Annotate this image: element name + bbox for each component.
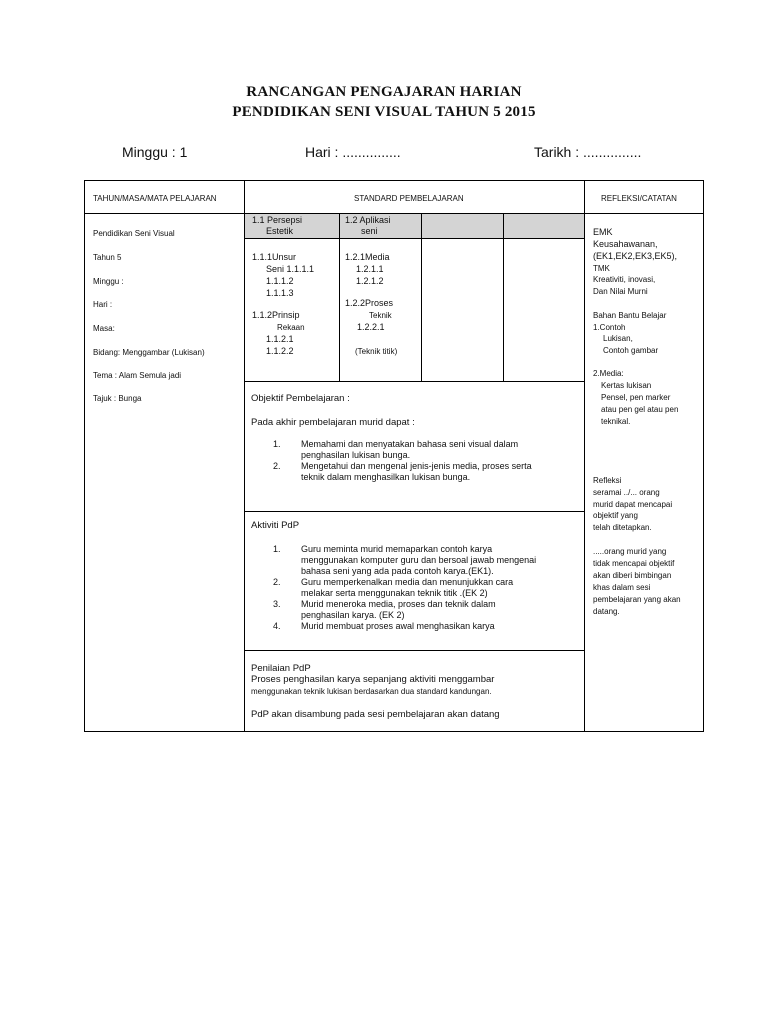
- standard-aplikasi-1: 1.2 Aplikasi: [345, 215, 391, 225]
- item-number: 3.: [273, 599, 281, 609]
- item-number: 1.: [273, 439, 281, 449]
- title-line-1: RANCANGAN PENGAJARAN HARIAN: [246, 84, 522, 100]
- refleksi-line: Keusahawanan,: [593, 239, 658, 249]
- standard-col-divider-2: [421, 238, 422, 381]
- item-line: menggunakan komputer guru dan bersoal jawab mengenai: [301, 555, 537, 565]
- penilaian-line-1: Proses penghasilan karya sepanjang aktiviti menggambar: [251, 674, 495, 685]
- penilaian-line-2: menggunakan teknik lukisan berdasarkan dua standard kandungan.: [251, 687, 492, 696]
- standard-aplikasi-2: seni: [361, 226, 378, 236]
- refleksi-line: Contoh gambar: [603, 346, 659, 355]
- refleksi-line: telah ditetapkan.: [593, 523, 652, 532]
- standard-col-divider-3: [503, 238, 504, 381]
- refleksi-line: murid dapat mencapai: [593, 500, 673, 509]
- column-divider-2: [584, 181, 585, 731]
- item-line: Mengetahui dan mengenal jenis-jenis media, proses serta: [301, 461, 532, 471]
- refleksi-line: tidak mencapai objektif: [593, 559, 675, 568]
- tema-label: Tema : Alam Semula jadi: [93, 371, 182, 380]
- item-line: Murid membuat proses awal menghasikan karya: [301, 621, 495, 631]
- subject-label: Pendidikan Seni Visual: [93, 229, 175, 238]
- objektif-divider: [244, 511, 584, 512]
- standard-a-item: 1.1.1.2: [266, 276, 294, 286]
- refleksi-title: Refleksi: [593, 476, 622, 485]
- bidang-label: Bidang: Menggambar (Lukisan): [93, 348, 205, 357]
- standard-b-item: 1.2.1Media: [345, 252, 390, 262]
- refleksi-media: 2.Media:: [593, 369, 624, 378]
- standard-b-item: Teknik: [369, 311, 392, 320]
- standard-persepsi-2: Estetik: [266, 226, 294, 236]
- item-number: 2.: [273, 577, 281, 587]
- refleksi-line: datang.: [593, 607, 620, 616]
- tahun-label: Tahun 5: [93, 253, 122, 262]
- objektif-list: [251, 439, 576, 483]
- refleksi-line: Dan Nilai Murni: [593, 287, 648, 296]
- masa-label: Masa:: [93, 324, 115, 333]
- title-line-2: PENDIDIKAN SENI VISUAL TAHUN 5 2015: [232, 104, 536, 120]
- item-number: 2.: [273, 461, 281, 471]
- grey-divider-2: [421, 214, 422, 238]
- refleksi-line: atau pen gel atau pen: [601, 405, 679, 414]
- item-line: penghasilan karya. (EK 2): [301, 610, 405, 620]
- refleksi-line: Kertas lukisan: [601, 381, 652, 390]
- item-line: teknik dalam menghasilkan lukisan bunga.: [301, 472, 471, 482]
- item-number: 4.: [273, 621, 281, 631]
- standard-b-item: 1.2.2Proses: [345, 298, 394, 308]
- standard-a-item: 1.1.1.3: [266, 288, 294, 298]
- refleksi-line: TMK: [593, 264, 610, 273]
- standard-persepsi-1: 1.1 Persepsi: [252, 215, 303, 225]
- grey-divider-1: [339, 214, 340, 238]
- standard-b-item: 1.2.1.1: [356, 264, 384, 274]
- item-line: melakar serta menggunakan teknik titik .(EK 2): [301, 588, 488, 598]
- standard-a-item: Seni 1.1.1.1: [266, 264, 315, 274]
- objektif-intro: Pada akhir pembelajaran murid dapat :: [251, 417, 415, 428]
- minggu-header: Minggu : 1: [122, 144, 188, 160]
- list-item: [251, 461, 576, 483]
- refleksi-line: 1.Contoh: [593, 323, 626, 332]
- penilaian-line-3: PdP akan disambung pada sesi pembelajaran akan datang: [251, 709, 500, 720]
- standard-b-item: 1.2.2.1: [357, 322, 385, 332]
- list-item: [251, 439, 576, 461]
- refleksi-line: Pensel, pen marker: [601, 393, 671, 402]
- item-number: 1.: [273, 544, 281, 554]
- standard-b-item: (Teknik titik): [355, 347, 398, 356]
- refleksi-line: khas dalam sesi: [593, 583, 651, 592]
- lesson-plan-table: [84, 180, 704, 732]
- hari-label: Hari :: [93, 300, 113, 309]
- standard-col-divider-1: [339, 238, 340, 381]
- refleksi-bbb: Bahan Bantu Belajar: [593, 311, 667, 320]
- standard-grey-bottom: [244, 238, 584, 239]
- column-header-2: STANDARD PEMBELAJARAN: [354, 194, 464, 203]
- refleksi-line: teknikal.: [601, 417, 631, 426]
- column-divider-1: [244, 181, 245, 731]
- refleksi-line: pembelajaran yang akan: [593, 595, 681, 604]
- standard-a-item: 1.1.1Unsur: [252, 252, 297, 262]
- column-header-3: REFLEKSI/CATATAN: [601, 194, 677, 203]
- hari-header: Hari : ...............: [305, 144, 401, 160]
- aktiviti-divider: [244, 650, 584, 651]
- refleksi-line: objektif yang: [593, 511, 638, 520]
- refleksi-emk: EMK: [593, 227, 613, 237]
- grey-divider-3: [503, 214, 504, 238]
- item-line: Guru meminta murid memaparkan contoh karya: [301, 544, 493, 554]
- tajuk-label: Tajuk : Bunga: [93, 394, 142, 403]
- standard-divider: [244, 381, 584, 382]
- item-line: penghasilan lukisan bunga.: [301, 450, 411, 460]
- minggu-label: Minggu :: [93, 277, 124, 286]
- list-item: [251, 577, 571, 599]
- standard-a-item: Rekaan: [277, 323, 305, 332]
- list-item: [251, 599, 571, 621]
- item-line: Memahami dan menyatakan bahasa seni visual dalam: [301, 439, 519, 449]
- refleksi-line: (EK1,EK2,EK3,EK5),: [593, 251, 678, 261]
- item-line: Murid meneroka media, proses dan teknik dalam: [301, 599, 496, 609]
- objektif-title: Objektif Pembelajaran :: [251, 393, 350, 404]
- standard-b-item: 1.2.1.2: [356, 276, 384, 286]
- aktiviti-list: [251, 544, 571, 632]
- refleksi-line: Lukisan,: [603, 334, 633, 343]
- column-header-1: TAHUN/MASA/MATA PELAJARAN: [93, 194, 217, 203]
- penilaian-title: Penilaian PdP: [251, 663, 311, 674]
- item-line: Guru memperkenalkan media dan menunjukkan cara: [301, 577, 514, 587]
- item-line: bahasa seni yang ada pada contoh karya.(EK1).: [301, 566, 494, 576]
- refleksi-line: .....orang murid yang: [593, 547, 667, 556]
- tarikh-header: Tarikh : ...............: [534, 144, 642, 160]
- standard-a-item: 1.1.2.1: [266, 334, 294, 344]
- standard-a-item: 1.1.2.2: [266, 346, 294, 356]
- list-item: [251, 544, 571, 577]
- refleksi-line: seramai ../... orang: [593, 488, 660, 497]
- refleksi-line: akan diberi bimbingan: [593, 571, 672, 580]
- aktiviti-title: Aktiviti PdP: [251, 520, 300, 531]
- standard-a-item: 1.1.2Prinsip: [252, 310, 300, 320]
- list-item: [251, 621, 571, 632]
- refleksi-line: Kreativiti, inovasi,: [593, 275, 656, 284]
